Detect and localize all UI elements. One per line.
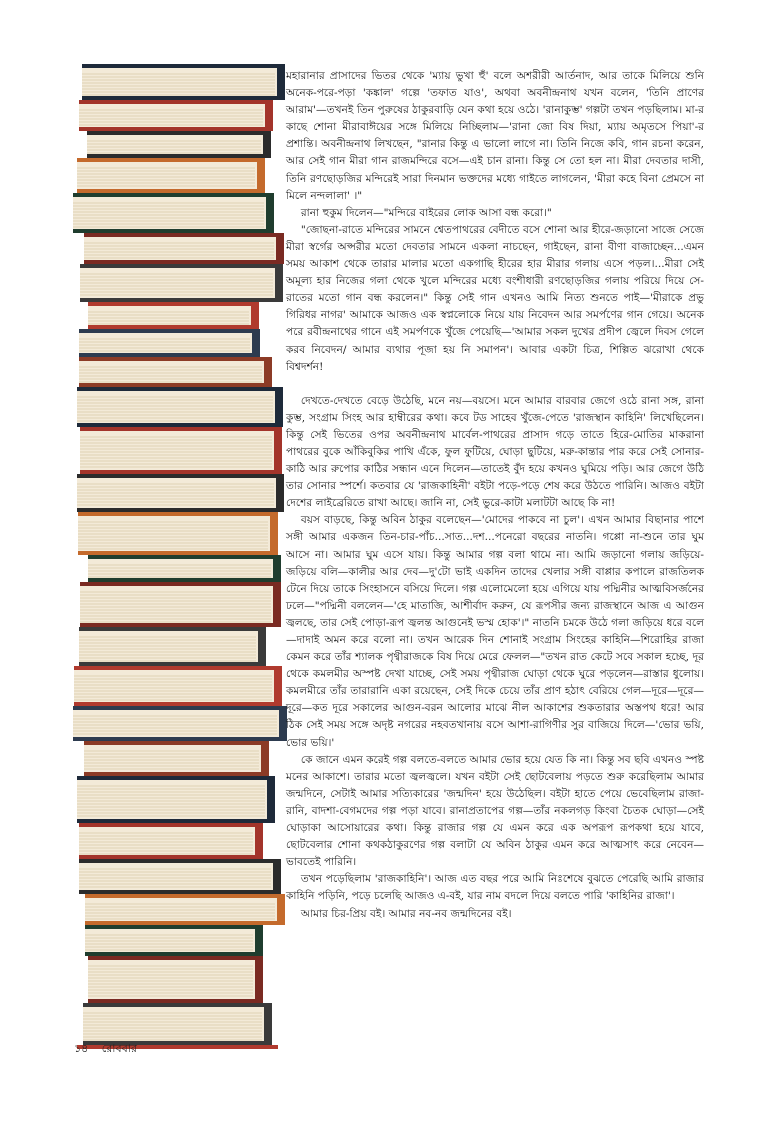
article-paragraph: "জোছনা-রাতে মন্দিরের সামনে শ্বেতপাথরের বেদীতে বসে শোনা আর হীরে-জড়ানো সাজে সেজে মীরা স্বর্গের অপ্সরীর মতো দেবতার সামনে একলা নাচছেন, গাইছেন, রানা বীণা বাজাচ্ছেন...এমন সময় আকাশ থেকে তারার মালার মতো একগাছি হীরের হার মীরার গলায় এসে পড়ল।...মীরা সেই অমূল্য হার নিজের গলা থেকে খুলে মন্দিরের মধ্যে বংশীধারী রণছোড়জির গলায় পরিয়ে দিয়ে সে-রাতের মতো গান বন্ধ করলেন।" কিন্তু সেই গান এখনও আমি নিত্য শুনতে পাই—'মীরাকে প্রভু গিরিধর নাগর' আমাকে আজও এক স্বপ্নলোকে নিয়ে যায় নিবেদন আর সমর্পণের গান গেয়ে। অনেক পরে রবীন্দ্রনাথের গানে এই সমর্পণকে খুঁজে পেয়েছি—'আমার সকল দুখের প্রদীপ জ্বেলে দিবস গেলে করব নিবেদন/ আমার ব্যথার পূজা হয় নি সমাপন'। আবার একটা চিত্র, শিল্পিত ঝরোখা থেকে বিশ্বদর্শন! (286, 223, 704, 373)
book (85, 894, 285, 925)
book (80, 427, 282, 474)
magazine-name: রোববার (101, 1042, 137, 1055)
book (87, 131, 271, 158)
book (77, 158, 265, 193)
article-paragraph: আমার চির-প্রিয় বই। আমার নব-নব জন্মদিনের বই। (300, 907, 512, 920)
article-paragraph: দেখতে-দেখতে বেড়ে উঠেছি, মনে নয়—বয়সে। মনে আমার বারবার জেগে ওঠে রানা সঙ্গ, রানা কুম্ভ, সংগ্রাম সিংহ আর হাম্বীরের কথা। কবে টড সাহেব খুঁজে-পেতে 'রাজস্থান কাহিনি' লিখেছিলেন। কিন্তু সেই ভিতের ওপর অবনীন্দ্রনাথ মার্বেল-পাথরের প্রাসাদ গড়ে তাতে হিরে-মোতির মাকরানা পাথরের বুকে আঁকিবুকির পাখি এঁকে, ফুল ফুটিয়ে, ঘোড়া ছুটিয়ে, মরু-কান্তার পার করে সেই সোনার-কাঠি আর রুপোর কাঠির সন্ধান এনে দিলেন—তাতেই বুঁদ হয়ে কখনও ঘুমিয়ে পড়ি। আর জেগে উঠি তার সোনার স্পর্শে। কতবার যে 'রাজকাহিনী' বইটা পড়ে-পড়ে শেষ করে উঠতে পারিনি। আজও বইটা দেশের লাইব্রেরিতে রাখা আছে। জানি না, সেই ভুরে-কাটা মলাটটা আছে কি না! (286, 394, 704, 510)
book (85, 925, 263, 956)
book (77, 474, 284, 512)
book (84, 233, 284, 264)
book (83, 1003, 272, 1045)
book (82, 64, 285, 100)
book (79, 100, 273, 131)
article-paragraph: মহারানার প্রাসাদের ভিতর থেকে 'ম্যায় ভুখা হুঁ' বলে অশরীরী আর্তনাদ, আর তাকে মিলিয়ে শুনি অনেক-পরে-পড়া 'কঙ্কাল' গল্পে 'তফাত যাও', অথবা অবনীন্দ্রনাথ যখন বলেন, 'তিনি প্রাণের আরাম'—তখনই তিন পুরুষের ঠাকুরবাড়ি যেন কথা হয়ে ওঠে। 'রানাকুম্ভ' গল্পটা তখন পড়ছিলাম। মা-র কাছে শোনা মীরাবাঈয়ের সঙ্গে মিলিয়ে নিচ্ছিলাম—'রানা জো বিষ দিয়া, ম্যায় অমৃতসে পিয়া'-র প্রশান্তি। অবনীন্দ্রনাথ লিখছেন, "রানার কিন্তু এ ভালো লাগে না। তিনি নিজে কবি, গান রচনা করেন, আর সেই গান মীরা গান রাজমন্দিরে বসে—এই চান রানা। কিন্তু সে তো হল না। মীরা দেবতার দাসী, তিনি রণছোড়জির মন্দিরেই সারা দিনমান ভক্তদের মধ্যে গাইতে লাগলেন, 'মীরা কহে বিনা প্রেমসে না মিলে নন্দলালা' ।" (286, 70, 704, 202)
book (78, 512, 278, 555)
book (77, 387, 283, 427)
book (73, 193, 274, 233)
book (79, 823, 263, 859)
page-number: ১৪ (74, 1042, 89, 1055)
book (79, 357, 272, 387)
book (80, 264, 283, 302)
book (77, 776, 275, 823)
book-stack-image (72, 64, 288, 1049)
article-paragraph: তখন পড়েছিলাম 'রাজকাহিনি'। আজ এত বছর পরে আমি নিঃশেষে বুঝতে পেরেছি আমি রাজার কাহিনি পড়িনি, পড়ে চলেছি আজও এ-বই, যার নাম বদলে দিয়ে বলতে পারি 'কাহিনির রাজা'। (286, 873, 704, 903)
book (79, 627, 266, 666)
article-paragraph: কে জানে এমন করেই গল্প বলতে-বলতে আমার ভোর হয়ে যেত কি না। কিন্তু সব ছবি এখনও স্পষ্ট মনের আকাশে। তারার মতো জ্বলজ্বলে। যখন বইটা সেই ছোটবেলায় পড়তে শুরু করেছিলাম আমার জন্মদিনে, সেটাই আমার সত্যিকারের 'জন্মদিন' হয়ে উঠেছিল। বইটা হাতে পেয়ে ভেবেছিলাম রাজা-রানি, বাদশা-বেগমদের গল্প পড়া যাবে। রানাপ্রতাপের গল্প—তাঁর নকলগড় কিংবা চৈতক ঘোড়া—সেই ঘোড়াকা আসোয়ারের কথা। কিন্তু রাজার গল্প যে এমন করে এক অপরূপ রূপকথা হয়ে যাবে, ছোটবেলার শোনা কথকঠাকুরণের গল্প বলাটা যে অবিন ঠাকুর এমন করে আত্মসাৎ করে নেবেন—ভাবতেই পারিনি। (286, 753, 704, 869)
book (88, 555, 281, 582)
page-footer (74, 1040, 147, 1059)
book (88, 302, 259, 329)
book (74, 666, 282, 706)
book (73, 706, 287, 741)
book (79, 859, 281, 894)
book (79, 329, 260, 357)
book (80, 582, 281, 627)
article-paragraph: বয়স বাড়ছে, কিন্তু অবিন ঠাকুর বলেছেন—'মোদের পাকবে না চুল'। এখন আমার বিছানার পাশে সঙ্গী আমার একজন তিন-চার-পাঁচ...সাত...দশ...পনেরো বছরের নাতনি। গপ্পো না-শুনে তার ঘুম আসে না। আমার ঘুম এসে যায়। কিন্তু আমার গল্প বলা থামে না। আমি জড়ানো গলায় জড়িয়ে-জড়িয়ে বলি—কালীর আর দেব—দু'টো ভাই একদিন তাদের খেলার সঙ্গী বাপ্পার কপালে রাজতিলক টেনে দিয়ে তাকে সিংহাসনে বসিয়ে দিলে। গল্প এলোমেলো হয়ে এগিয়ে যায় পদ্মিনীর আত্মবিসর্জনের ঢলে—"পদ্মিনী বললেন—'হে মাতাজি, আশীর্বাদ করুন, যে রূপসীর জন্য রাজস্থানে আজ এ আগুন জ্বলছে, তার সেই পোড়া-রূপ জ্বলন্ত আগুনেই ভস্ম হোক'।" নাতনি চমকে উঠে গলা জড়িয়ে ধরে বলে—দাদাই অমন করে বলো না। তখন আরেক দিন শোনাই সংগ্রাম সিংহের কাহিনি—শিরোহির রাজা কেমন করে তাঁর শ্যালক পৃথ্বীরাজকে বিষ দিয়ে মেরে ফেলল—"তখন রাত কেটে সবে সকাল হচ্ছে, দূর থেকে কমলমীর অস্পষ্ট দেখা যাচ্ছে, সেই সময় পৃথ্বীরাজ ঘোড়া থেকে ঘুরে পড়লেন—রাস্তার ধুলোয়। কমলমীরে তাঁর তারারানি একা রয়েছেন, সেই দিকে চেয়ে তাঁর প্রাণ হঠাৎ বেরিয়ে গেল—দূরে—দূরে—দূরে—কত দূরে সকালের আগুন-বরন আলোর মাঝে নীল আকাশের শুকতারার অস্তপথ ধরে! আর ঠিক সেই সময় সঙ্গে অদৃষ্ট নগরের নহবতখানায় বসে আশা-রাগিণীর সুর বাজিয়ে দিলে—'ভোর ভয়ি, ভোর ভয়ি।' (286, 514, 704, 749)
article-paragraph: রানা হুকুম দিলেন—"মন্দিরে বাইরের লোক আসা বন্ধ করো।" (300, 206, 552, 219)
book (84, 741, 269, 776)
book (88, 956, 263, 1003)
article-body (286, 68, 704, 923)
